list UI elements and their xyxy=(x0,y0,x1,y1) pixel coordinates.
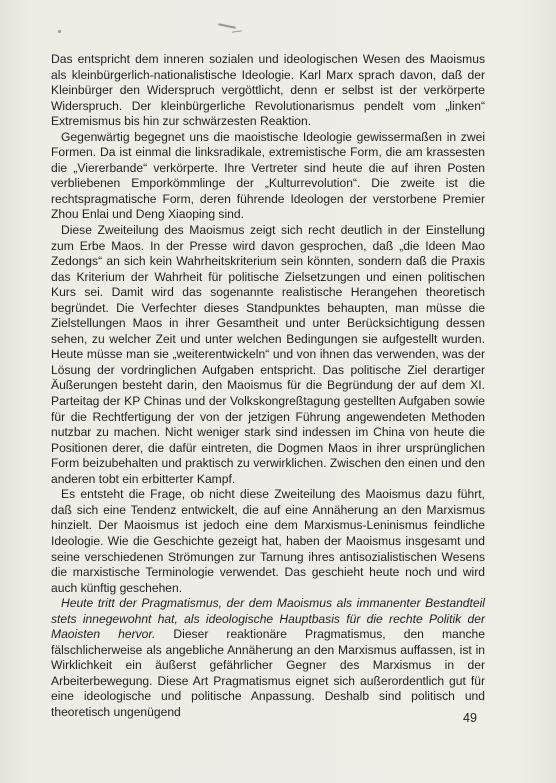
paper-speck xyxy=(218,23,236,29)
emphasized-thesis: Heute tritt der Pragmatismus, der dem Maoismus als immanenter Bestandteil stets innegewohnt hat, als ideologische Hauptbasis für die rechte Politik der Maoisten hervor. xyxy=(51,596,485,642)
paragraph: Gegenwärtig begegnet uns die maoistische Ideologie gewissermaßen in zwei Formen. Da ist einmal die linksradikale, extremistische Form, die am krassesten die „Viererbande“ verkörperte. Ihre Vertreter sind heute die auf ihren Posten verbliebenen Emporkömmlinge der „Kulturrevolution“. Die zweite ist die rechtspragmatische Form, deren führende Ideologen der verstorbene Premier Zhou Enlai und Deng Xiaoping sind. xyxy=(51,129,485,222)
body-text xyxy=(51,52,485,721)
page-number: 49 xyxy=(463,711,477,725)
paragraph: Es entsteht die Frage, ob nicht diese Zweiteilung des Maoismus dazu führt, daß sich eine Tendenz entwickelt, die auf eine Annäherung an den Marxismus hinzielt. Der Maoismus ist jedoch eine dem Marxismus-Leninismus feindliche Ideologie. Wie die Geschichte gezeigt hat, haben der Maoismus insgesamt und seine verschiedenen Strömungen zur Tarnung ihres antisozialistischen Wesens die marxistische Terminologie verwendet. Das geschieht heute noch und wird auch künftig geschehen. xyxy=(51,487,485,595)
paragraph: Das entspricht dem inneren sozialen und ideologischen Wesen des Maoismus als kleinbürgerlich-nationalistische Ideologie. Karl Marx sprach davon, daß der Kleinbürger den Widerspruch vergöttlicht, denn er selbst ist der verkörperte Widerspruch. Der kleinbürgerliche Revolutionarismus pendelt vom „linken“ Extremismus bis hin zur schwärzesten Reaktion. xyxy=(51,52,485,129)
paper-speck xyxy=(232,30,242,32)
paragraph: Diese Zweiteilung des Maoismus zeigt sich recht deutlich in der Einstellung zum Erbe Maos. In der Presse wird davon gesprochen, daß „die Ideen Mao Zedongs“ an sich kein Wahrheitskriterium sein könnten, sondern daß die Praxis das Kriterium der Wahrheit für politische Zielsetzungen und einen politischen Kurs sei. Damit wird das sogenannte realistische Herangehen theoretisch begründet. Die Verfechter dieses Standpunktes behaupten, man müsse die Zielstellungen Maos in ihrer Gesamtheit und unter Berücksichtigung dessen sehen, zu welcher Zeit und unter welchen Bedingungen sie aufgestellt wurden. Heute müsse man sie „weiterentwickeln“ und von ihnen das verwenden, was der Lösung der vordringlichen Aufgaben entspricht. Das politische Ziel derartiger Äußerungen besteht darin, den Maoismus für die Begründung der auf dem XI. Parteitag der KP Chinas und der Volkskongreßtagung gestellten Aufgaben sowie für die Rechtfertigung der von der jetzigen Führung angewendeten Methoden nutzbar zu machen. Nicht weniger stark sind indessen im China von heute die Positionen derer, die dafür eintreten, die Dogmen Maos in ihrer ursprünglichen Form beizubehalten und praktisch zu verwirklichen. Zwischen den einen und den anderen tobt ein erbitterter Kampf. xyxy=(51,223,485,486)
paragraph xyxy=(51,596,485,720)
paragraph-continuation: Dieser reaktionäre Pragmatismus, den manche fälschlicherweise als angebliche Annäherung an den Marxismus auffassen, ist in Wirklichkeit ein äußerst gefährlicher Gegner des Marxismus in der Arbeiterbewegung. Diese Art Pragmatismus eignet sich außerordentlich gut für eine ideologische und politische Anpassung. Deshalb sind politisch und theoretisch ungenügend xyxy=(51,627,485,719)
paper-speck xyxy=(58,30,61,33)
